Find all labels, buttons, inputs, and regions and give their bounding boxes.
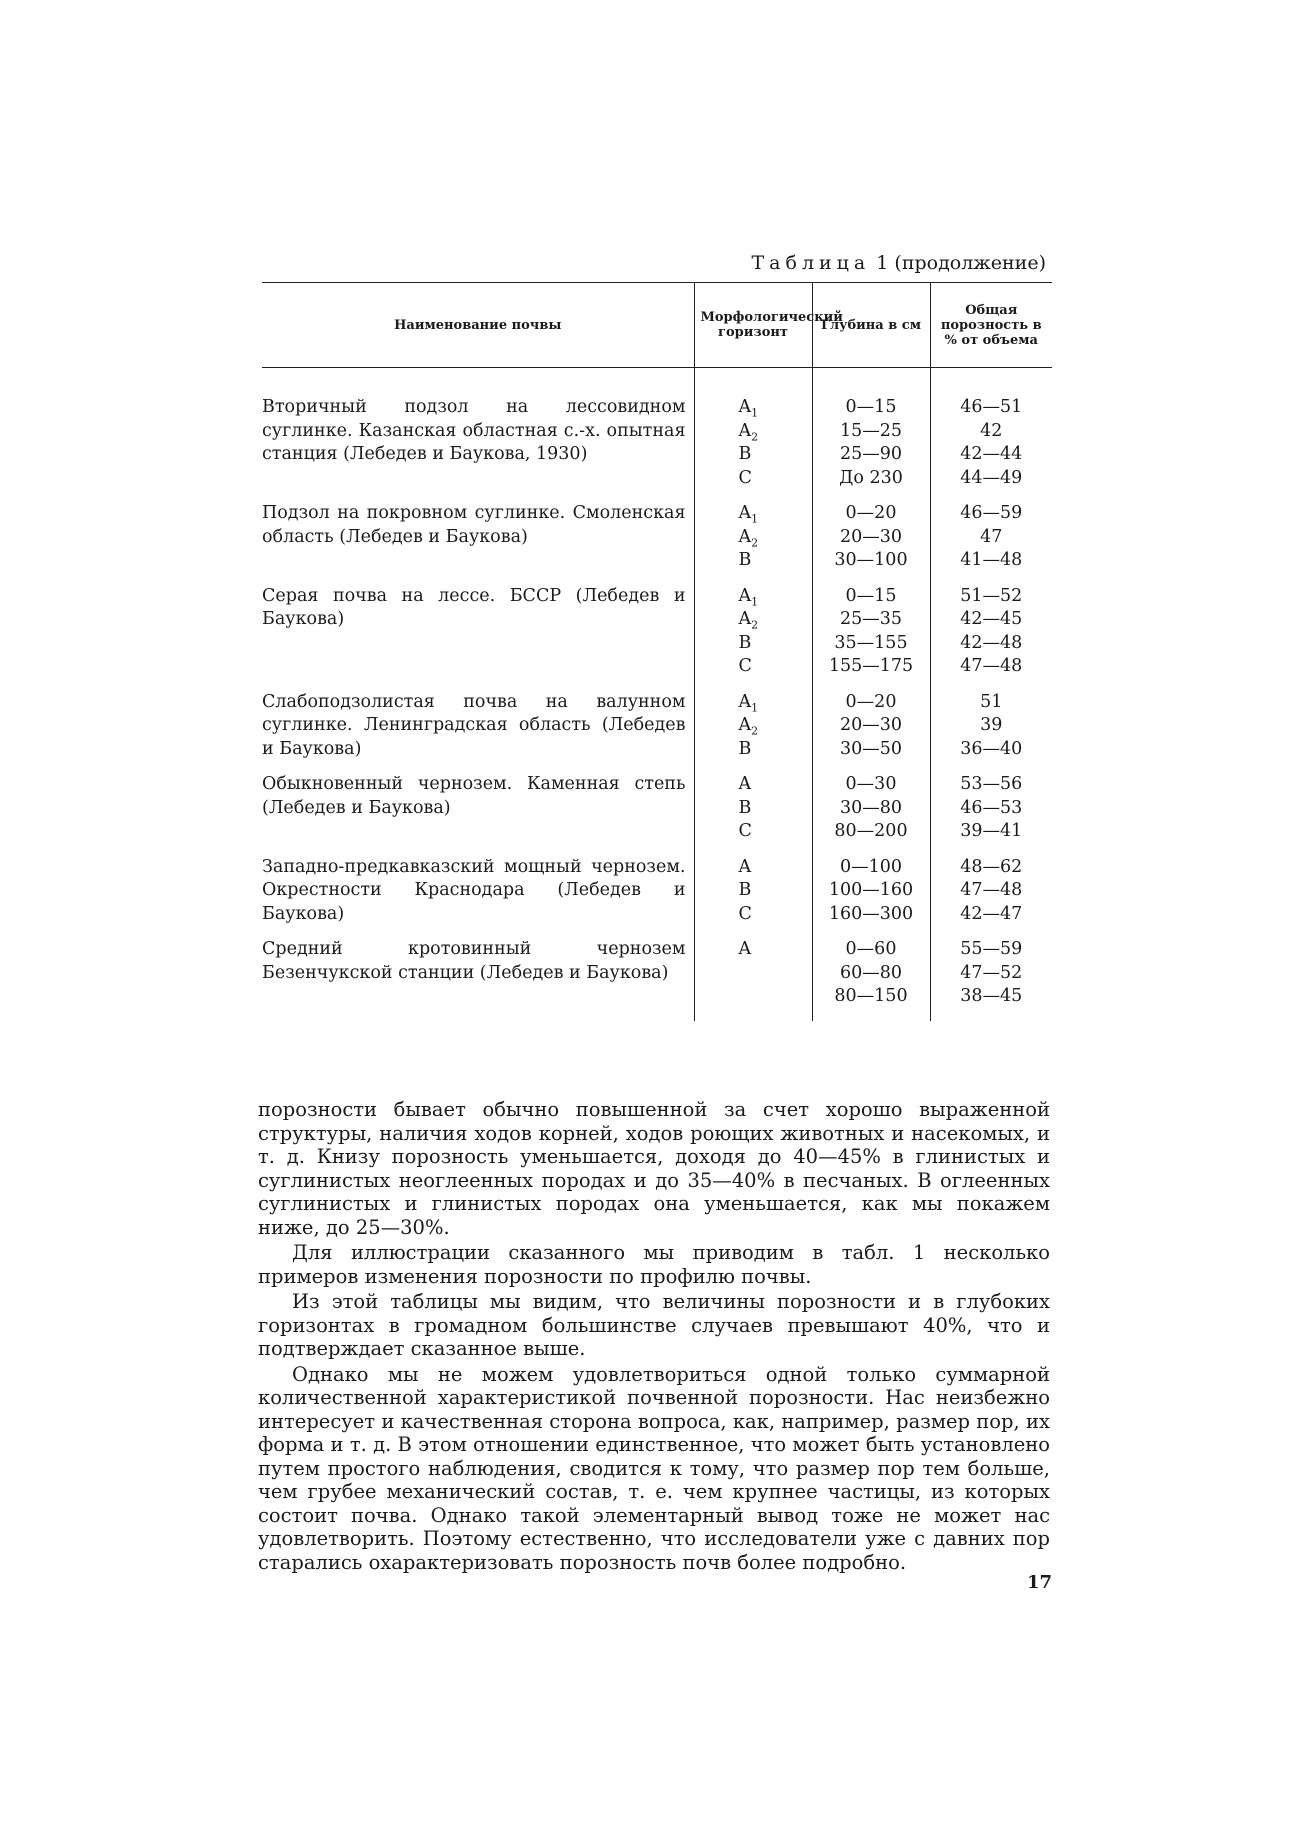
depth-value: 0—60 (845, 939, 897, 959)
porosity-value: 42—45 (960, 609, 1023, 629)
horizon-value: A (738, 856, 752, 877)
horizon-value: B (738, 632, 752, 653)
depth-value: 0—15 (845, 585, 897, 606)
depth-cell (812, 938, 930, 1021)
header-depth: Глубина в см (812, 283, 930, 368)
depth-cell (812, 585, 930, 691)
table-caption (700, 252, 1046, 274)
porosity-value: 36—40 (960, 738, 1023, 759)
table-row (262, 502, 1052, 585)
horizon-value: C (738, 656, 752, 676)
table-body (262, 368, 1052, 1021)
horizon-value: B (738, 797, 752, 818)
horizon-value: $A_2$ (738, 609, 759, 632)
horizon-value: B (738, 550, 752, 570)
table-caption-number: 1 (876, 252, 889, 274)
porosity-value: 41—48 (960, 550, 1023, 570)
table-row (262, 938, 1052, 1021)
porosity-value: 46—51 (960, 397, 1023, 417)
paragraph: порозности бывает обычно повышенной за счет хорошо выраженной структуры, наличия ходов корней, ходов роющих животных и насекомых, и т. д. Книзу порозность уменьшается, доходя до 40—45% в глинистых и суглинистых неоглеенных породах и до 35—40% в песчаных. В оглеенных суглинистых и глинистых породах она уменьшается, как мы покажем ниже, до 25—30%. (258, 1098, 1050, 1239)
horizon-value: $A_1$ (738, 691, 759, 714)
porosity-value: 46—59 (960, 503, 1023, 523)
soil-name-cell: Серая почва на лессе. БССР (Лебедев и Баукова) (262, 585, 686, 629)
header-porosity: Общая порозность в % от объема (930, 283, 1052, 368)
depth-cell (812, 396, 930, 502)
depth-cell (812, 502, 930, 585)
depth-value: 0—20 (845, 503, 897, 523)
porosity-value: 38—45 (960, 986, 1023, 1006)
depth-value: 100—160 (828, 880, 914, 900)
horizon-cell (694, 938, 812, 1021)
table-row (262, 585, 1052, 691)
porosity-value: 42—47 (960, 903, 1023, 924)
porosity-value: 46—53 (960, 797, 1023, 818)
depth-value: 30—80 (839, 797, 903, 818)
depth-value: 60—80 (839, 962, 903, 983)
header-horizon: Морфологический горизонт (694, 283, 812, 368)
horizon-value: $A_1$ (738, 397, 759, 420)
depth-cell (812, 773, 930, 856)
porosity-cell (930, 502, 1052, 585)
porosity-cell (930, 773, 1052, 856)
horizon-cell (694, 585, 812, 691)
porosity-table (262, 282, 1052, 1021)
depth-value: 80—200 (834, 821, 908, 841)
porosity-value: 39 (980, 715, 1003, 735)
table-row (262, 396, 1052, 502)
soil-name-cell: Обыкновенный чернозем. Каменная степь (Лебедев и Баукова) (262, 774, 686, 818)
depth-value: 0—15 (845, 397, 897, 417)
depth-value: 25—90 (839, 444, 903, 464)
porosity-cell (930, 585, 1052, 691)
horizon-value: $A_1$ (738, 585, 759, 608)
depth-value: 0—20 (845, 691, 897, 712)
depth-value: 30—100 (834, 550, 908, 570)
depth-value: 160—300 (828, 903, 914, 924)
horizon-cell (694, 396, 812, 502)
depth-value: 155—175 (828, 656, 914, 676)
body-text (258, 1098, 1050, 1576)
porosity-value: 42—48 (960, 632, 1023, 653)
depth-value: 20—30 (839, 715, 903, 735)
paragraph: Для иллюстрации сказанного мы приводим в табл. 1 несколько примеров изменения порозности по профилю почвы. (258, 1241, 1050, 1288)
depth-value: 80—150 (834, 986, 908, 1006)
soil-name-cell: Средний кротовинный чернозем Безенчукской станции (Лебедев и Баукова) (262, 939, 686, 983)
porosity-value: 47—52 (960, 962, 1023, 983)
horizon-value: B (738, 444, 752, 464)
horizon-value: $A_1$ (738, 503, 759, 526)
porosity-table-container (262, 282, 1052, 1052)
porosity-cell (930, 691, 1052, 774)
horizon-cell (694, 691, 812, 774)
horizon-value: C (738, 467, 752, 488)
table-caption-note: (продолжение) (894, 252, 1046, 274)
table-spacer-row (262, 368, 1052, 397)
porosity-value: 42—44 (960, 444, 1023, 464)
page-number: 17 (1026, 1572, 1052, 1593)
horizon-value: B (738, 880, 752, 900)
soil-name-cell: Подзол на покровном суглинке. Смоленская область (Лебедев и Баукова) (262, 503, 686, 547)
porosity-value: 47—48 (960, 656, 1023, 676)
soil-name-cell: Слабоподзолистая почва на валунном суглинке. Ленинградская область (Лебедев и Баукова) (262, 691, 686, 759)
porosity-value: 44—49 (960, 467, 1023, 488)
depth-value: 0—30 (845, 774, 897, 794)
header-soil-name: Наименование почвы (262, 283, 694, 368)
horizon-cell (694, 773, 812, 856)
table-row (262, 773, 1052, 856)
horizon-value: A (738, 774, 752, 794)
depth-value: До 230 (839, 467, 903, 488)
horizon-cell (694, 856, 812, 939)
depth-cell (812, 856, 930, 939)
soil-name-cell: Западно-предкавказский мощный чернозем. Окрестности Краснодара (Лебедев и Баукова) (262, 856, 686, 924)
horizon-value: B (738, 738, 752, 759)
porosity-value: 39—41 (960, 821, 1023, 841)
porosity-value: 55—59 (960, 939, 1023, 959)
paragraph: Однако мы не можем удовлетвориться одной только суммарной количественной характеристикой почвенной порозности. Нас неизбежно интересует и качественная сторона вопроса, как, например, размер пор, их форма и т. д. В этом отношении единственное, что может быть установлено путем простого наблюдения, сводится к тому, что размер пор тем больше, чем грубее механический состав, т. е. чем крупнее частицы, из которых состоит почва. Однако такой элементарный вывод тоже не может нас удовлетворить. Поэтому естественно, что исследователи уже с давних пор старались охарактеризовать порозность почв более подробно. (258, 1362, 1050, 1574)
porosity-value: 42 (980, 420, 1003, 441)
horizon-value: $A_2$ (738, 715, 759, 738)
porosity-cell (930, 938, 1052, 1021)
horizon-value: C (738, 903, 752, 924)
depth-value: 30—50 (839, 738, 903, 759)
table-row (262, 856, 1052, 939)
porosity-value: 47—48 (960, 880, 1023, 900)
porosity-value: 53—56 (960, 774, 1023, 794)
porosity-value: 51—52 (960, 585, 1023, 606)
depth-value: 20—30 (839, 526, 903, 547)
porosity-value: 48—62 (960, 856, 1023, 877)
porosity-cell (930, 396, 1052, 502)
horizon-cell (694, 502, 812, 585)
horizon-value: $A_2$ (738, 420, 759, 443)
soil-name-cell: Вторичный подзол на лессовидном суглинке. Казанская областная с.-х. опытная станция (Лебедев и Баукова, 1930) (262, 397, 686, 464)
depth-value: 35—155 (834, 632, 908, 653)
paragraph: Из этой таблицы мы видим, что величины порозности и в глубоких горизонтах в громадном большинстве случаев превышают 40%, что и подтверждает сказанное выше. (258, 1290, 1050, 1360)
horizon-value: A (738, 939, 752, 959)
depth-value: 25—35 (839, 609, 903, 629)
table-row (262, 691, 1052, 774)
depth-value: 0—100 (839, 856, 903, 877)
porosity-cell (930, 856, 1052, 939)
porosity-value: 51 (980, 691, 1003, 712)
horizon-value: C (738, 821, 752, 841)
depth-cell (812, 691, 930, 774)
table-caption-label: Таблица (751, 252, 871, 274)
depth-value: 15—25 (839, 420, 903, 441)
porosity-value: 47 (980, 526, 1003, 547)
table-header-row (262, 283, 1052, 368)
horizon-value: $A_2$ (738, 526, 759, 549)
